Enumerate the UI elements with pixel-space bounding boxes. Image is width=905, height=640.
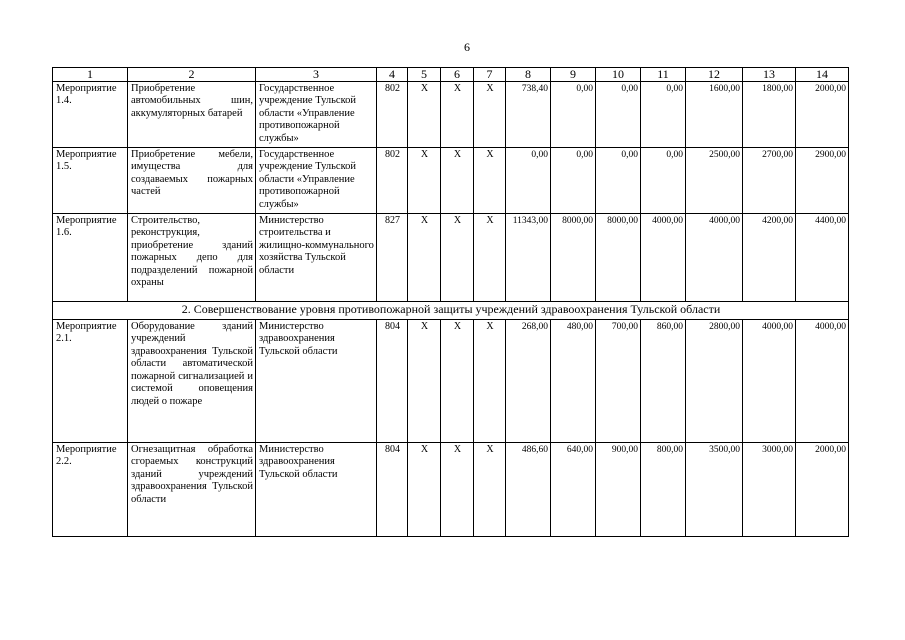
header-cell: 5	[408, 68, 441, 82]
cell-c6: X	[441, 214, 474, 302]
cell-c8: 486,60	[506, 443, 551, 537]
cell-c4: 804	[377, 443, 408, 537]
program-measures-table	[52, 67, 849, 537]
cell-c11: 0,00	[641, 82, 686, 148]
measure-executor: Государственное учреждение Тульской области «Управление противопожарной службы»	[256, 82, 377, 148]
cell-c10: 8000,00	[596, 214, 641, 302]
cell-c11: 800,00	[641, 443, 686, 537]
measure-name: Строительство, реконструкция, приобретение зданий пожарных депо для подразделений пожарной охраны	[128, 214, 256, 302]
table-row	[53, 82, 849, 148]
cell-c4: 827	[377, 214, 408, 302]
measure-code: Мероприятие 2.1.	[53, 320, 128, 443]
cell-c8: 11343,00	[506, 214, 551, 302]
cell-c7: X	[474, 148, 506, 214]
cell-c4: 802	[377, 82, 408, 148]
cell-c5: X	[408, 148, 441, 214]
header-cell: 12	[686, 68, 743, 82]
cell-c9: 480,00	[551, 320, 596, 443]
cell-c12: 4000,00	[686, 214, 743, 302]
measure-code: Мероприятие 2.2.	[53, 443, 128, 537]
header-cell: 3	[256, 68, 377, 82]
header-cell: 14	[796, 68, 849, 82]
cell-c4: 804	[377, 320, 408, 443]
cell-c6: X	[441, 82, 474, 148]
cell-c7: X	[474, 443, 506, 537]
table-row	[53, 320, 849, 443]
cell-c13: 1800,00	[743, 82, 796, 148]
cell-c14: 2000,00	[796, 82, 849, 148]
header-cell: 1	[53, 68, 128, 82]
cell-c11: 0,00	[641, 148, 686, 214]
cell-c13: 4000,00	[743, 320, 796, 443]
section-row	[53, 302, 849, 320]
cell-c10: 0,00	[596, 148, 641, 214]
header-cell: 2	[128, 68, 256, 82]
table-row	[53, 148, 849, 214]
cell-c14: 2000,00	[796, 443, 849, 537]
cell-c12: 2500,00	[686, 148, 743, 214]
cell-c6: X	[441, 320, 474, 443]
cell-c10: 0,00	[596, 82, 641, 148]
header-cell: 9	[551, 68, 596, 82]
cell-c8: 268,00	[506, 320, 551, 443]
measure-name: Приобретение мебели, имущества для создаваемых пожарных частей	[128, 148, 256, 214]
column-number-header	[53, 68, 849, 82]
measure-code: Мероприятие 1.5.	[53, 148, 128, 214]
cell-c12: 1600,00	[686, 82, 743, 148]
cell-c9: 8000,00	[551, 214, 596, 302]
cell-c13: 3000,00	[743, 443, 796, 537]
cell-c7: X	[474, 320, 506, 443]
cell-c8: 0,00	[506, 148, 551, 214]
cell-c5: X	[408, 320, 441, 443]
table-row	[53, 214, 849, 302]
table-row	[53, 443, 849, 537]
cell-c9: 0,00	[551, 82, 596, 148]
cell-c14: 4400,00	[796, 214, 849, 302]
measure-code: Мероприятие 1.4.	[53, 82, 128, 148]
cell-c14: 2900,00	[796, 148, 849, 214]
cell-c5: X	[408, 443, 441, 537]
measure-code: Мероприятие 1.6.	[53, 214, 128, 302]
measure-executor: Министерство строительства и жилищно-коммунального хозяйства Тульской области	[256, 214, 377, 302]
cell-c6: X	[441, 148, 474, 214]
header-cell: 13	[743, 68, 796, 82]
cell-c11: 860,00	[641, 320, 686, 443]
cell-c9: 640,00	[551, 443, 596, 537]
header-cell: 4	[377, 68, 408, 82]
measure-name: Приобретение автомобильных шин, аккумуляторных батарей	[128, 82, 256, 148]
cell-c13: 4200,00	[743, 214, 796, 302]
cell-c7: X	[474, 214, 506, 302]
cell-c8: 738,40	[506, 82, 551, 148]
measure-name: Оборудование зданий учреждений здравоохранения Тульской области автоматической пожарной сигнализацией и системой оповещения людей о пожаре	[128, 320, 256, 443]
cell-c4: 802	[377, 148, 408, 214]
measure-executor: Министерство здравоохранения Тульской области	[256, 443, 377, 537]
cell-c6: X	[441, 443, 474, 537]
cell-c10: 700,00	[596, 320, 641, 443]
cell-c9: 0,00	[551, 148, 596, 214]
cell-c5: X	[408, 82, 441, 148]
measure-executor: Государственное учреждение Тульской области «Управление противопожарной службы»	[256, 148, 377, 214]
header-cell: 8	[506, 68, 551, 82]
header-cell: 7	[474, 68, 506, 82]
header-cell: 11	[641, 68, 686, 82]
cell-c5: X	[408, 214, 441, 302]
header-cell: 10	[596, 68, 641, 82]
cell-c11: 4000,00	[641, 214, 686, 302]
page-number: 6	[464, 40, 470, 54]
cell-c12: 3500,00	[686, 443, 743, 537]
section-title: 2. Совершенствование уровня противопожарной защиты учреждений здравоохранения Тульской области	[53, 302, 849, 320]
cell-c12: 2800,00	[686, 320, 743, 443]
cell-c7: X	[474, 82, 506, 148]
cell-c13: 2700,00	[743, 148, 796, 214]
measure-executor: Министерство здравоохранения Тульской области	[256, 320, 377, 443]
cell-c14: 4000,00	[796, 320, 849, 443]
header-cell: 6	[441, 68, 474, 82]
cell-c10: 900,00	[596, 443, 641, 537]
measure-name: Огнезащитная обработка сгораемых конструкций зданий учреждений здравоохранения Тульской области	[128, 443, 256, 537]
